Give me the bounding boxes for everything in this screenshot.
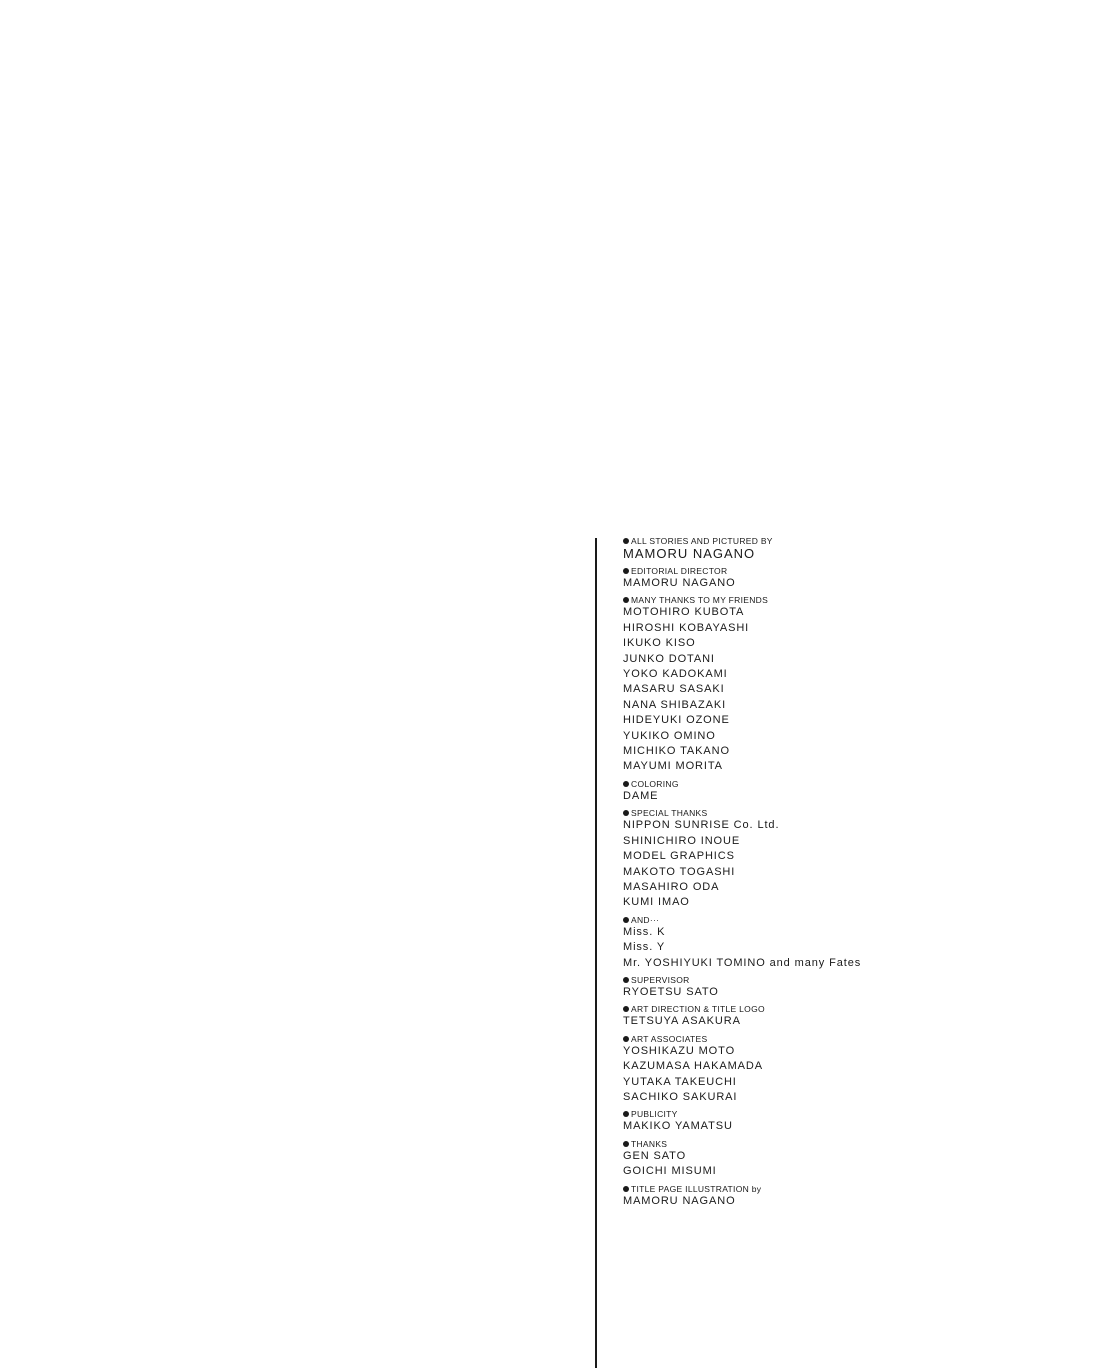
credit-heading-label: SPECIAL THANKS xyxy=(631,808,708,819)
credit-section xyxy=(623,1034,1083,1106)
credit-name: YUTAKA TAKEUCHI xyxy=(623,1075,737,1088)
credit-heading-label: AND··· xyxy=(631,914,660,925)
credit-heading xyxy=(623,536,1083,546)
credit-heading-label: PUBLICITY xyxy=(631,1109,678,1120)
credit-name: TETSUYA ASAKURA xyxy=(623,1015,741,1028)
credit-section xyxy=(623,975,1083,1000)
credit-name: KAZUMASA HAKAMADA xyxy=(623,1060,763,1073)
credit-name: DAME xyxy=(623,789,659,802)
credit-heading xyxy=(623,1034,1083,1044)
credit-heading xyxy=(623,566,1083,576)
vertical-divider-line xyxy=(595,538,597,1368)
credit-section xyxy=(623,915,1083,971)
credit-section xyxy=(623,536,1083,562)
credit-heading-label: ART DIRECTION & TITLE LOGO xyxy=(631,1004,765,1015)
credit-name: MAMORU NAGANO xyxy=(623,546,756,561)
credit-name: NIPPON SUNRISE Co. Ltd. xyxy=(623,819,780,832)
credit-name: RYOETSU SATO xyxy=(623,985,719,998)
credit-name: NANA SHIBAZAKI xyxy=(623,698,727,711)
bullet-dot-icon xyxy=(623,1141,629,1147)
bullet-dot-icon xyxy=(623,781,629,787)
credit-name: MAMORU NAGANO xyxy=(623,1194,736,1207)
credit-name-list xyxy=(623,546,1083,562)
credit-heading-label: TITLE PAGE ILLUSTRATION by xyxy=(631,1183,762,1194)
credit-name: JUNKO DOTANI xyxy=(623,652,715,665)
credit-name: MASARU SASAKI xyxy=(623,683,725,696)
credit-name-list xyxy=(623,1194,1083,1209)
credit-name: MODEL GRAPHICS xyxy=(623,850,735,863)
credit-name: MASAHIRO ODA xyxy=(623,880,720,893)
credit-heading xyxy=(623,915,1083,925)
credit-section xyxy=(623,808,1083,910)
credit-section xyxy=(623,566,1083,591)
bullet-dot-icon xyxy=(623,1186,629,1192)
credit-name-list xyxy=(623,985,1083,1000)
credit-name-list xyxy=(623,1044,1083,1106)
credit-heading xyxy=(623,1109,1083,1119)
credit-name: MAKIKO YAMATSU xyxy=(623,1120,733,1133)
credit-name-list xyxy=(623,818,1083,910)
credit-name-list xyxy=(623,1119,1083,1134)
credit-heading xyxy=(623,1139,1083,1149)
credit-name-list xyxy=(623,576,1083,591)
credit-heading-label: EDITORIAL DIRECTOR xyxy=(631,566,728,576)
credit-name: MAKOTO TOGASHI xyxy=(623,865,736,878)
credit-heading-label: SUPERVISOR xyxy=(631,974,690,985)
credit-name: MAYUMI MORITA xyxy=(623,760,723,773)
credit-section xyxy=(623,1004,1083,1029)
credit-section xyxy=(623,1109,1083,1134)
credit-heading xyxy=(623,808,1083,818)
bullet-dot-icon xyxy=(623,538,629,544)
credit-name: IKUKO KISO xyxy=(623,637,696,650)
credit-name: HIDEYUKI OZONE xyxy=(623,714,730,727)
credit-name: Mr. YOSHIYUKI TOMINO and many Fates xyxy=(623,956,862,969)
credit-section xyxy=(623,1184,1083,1209)
credit-heading xyxy=(623,595,1083,605)
credit-name-list xyxy=(623,605,1083,774)
credit-heading-label: ALL STORIES AND PICTURED BY xyxy=(631,536,773,546)
credit-name: HIROSHI KOBAYASHI xyxy=(623,621,750,634)
credit-name: Miss. K xyxy=(623,925,666,938)
credit-name: YOSHIKAZU MOTO xyxy=(623,1044,736,1057)
credit-name: MOTOHIRO KUBOTA xyxy=(623,606,745,619)
credit-heading-label: THANKS xyxy=(631,1138,668,1149)
credit-name: MAMORU NAGANO xyxy=(623,577,736,589)
bullet-dot-icon xyxy=(623,1111,629,1117)
credit-heading xyxy=(623,975,1083,985)
credit-name-list xyxy=(623,1014,1083,1029)
credit-name-list xyxy=(623,789,1083,804)
credit-section xyxy=(623,1139,1083,1180)
credit-name: SHINICHIRO INOUE xyxy=(623,834,741,847)
bullet-dot-icon xyxy=(623,917,629,923)
credit-section xyxy=(623,779,1083,804)
credit-name: SACHIKO SAKURAI xyxy=(623,1090,738,1103)
credit-heading-label: COLORING xyxy=(631,778,679,789)
credit-name: YUKIKO OMINO xyxy=(623,729,716,742)
bullet-dot-icon xyxy=(623,977,629,983)
credit-name: KUMI IMAO xyxy=(623,896,690,909)
bullet-dot-icon xyxy=(623,1036,629,1042)
credit-name: Miss. Y xyxy=(623,941,666,954)
bullet-dot-icon xyxy=(623,1006,629,1012)
credit-name: MICHIKO TAKANO xyxy=(623,745,730,758)
credit-heading xyxy=(623,779,1083,789)
credit-heading-label: MANY THANKS TO MY FRIENDS xyxy=(631,595,769,606)
bullet-dot-icon xyxy=(623,597,629,603)
credit-name: GEN SATO xyxy=(623,1149,687,1162)
bullet-dot-icon xyxy=(623,568,629,574)
credit-name-list xyxy=(623,925,1083,971)
credit-name: GOICHI MISUMI xyxy=(623,1165,717,1178)
credit-section xyxy=(623,595,1083,774)
credit-heading xyxy=(623,1184,1083,1194)
credit-name-list xyxy=(623,1149,1083,1180)
credits-block xyxy=(623,536,1083,1213)
credit-heading-label: ART ASSOCIATES xyxy=(631,1033,708,1044)
credit-heading xyxy=(623,1004,1083,1014)
credit-name: YOKO KADOKAMI xyxy=(623,668,728,681)
bullet-dot-icon xyxy=(623,810,629,816)
